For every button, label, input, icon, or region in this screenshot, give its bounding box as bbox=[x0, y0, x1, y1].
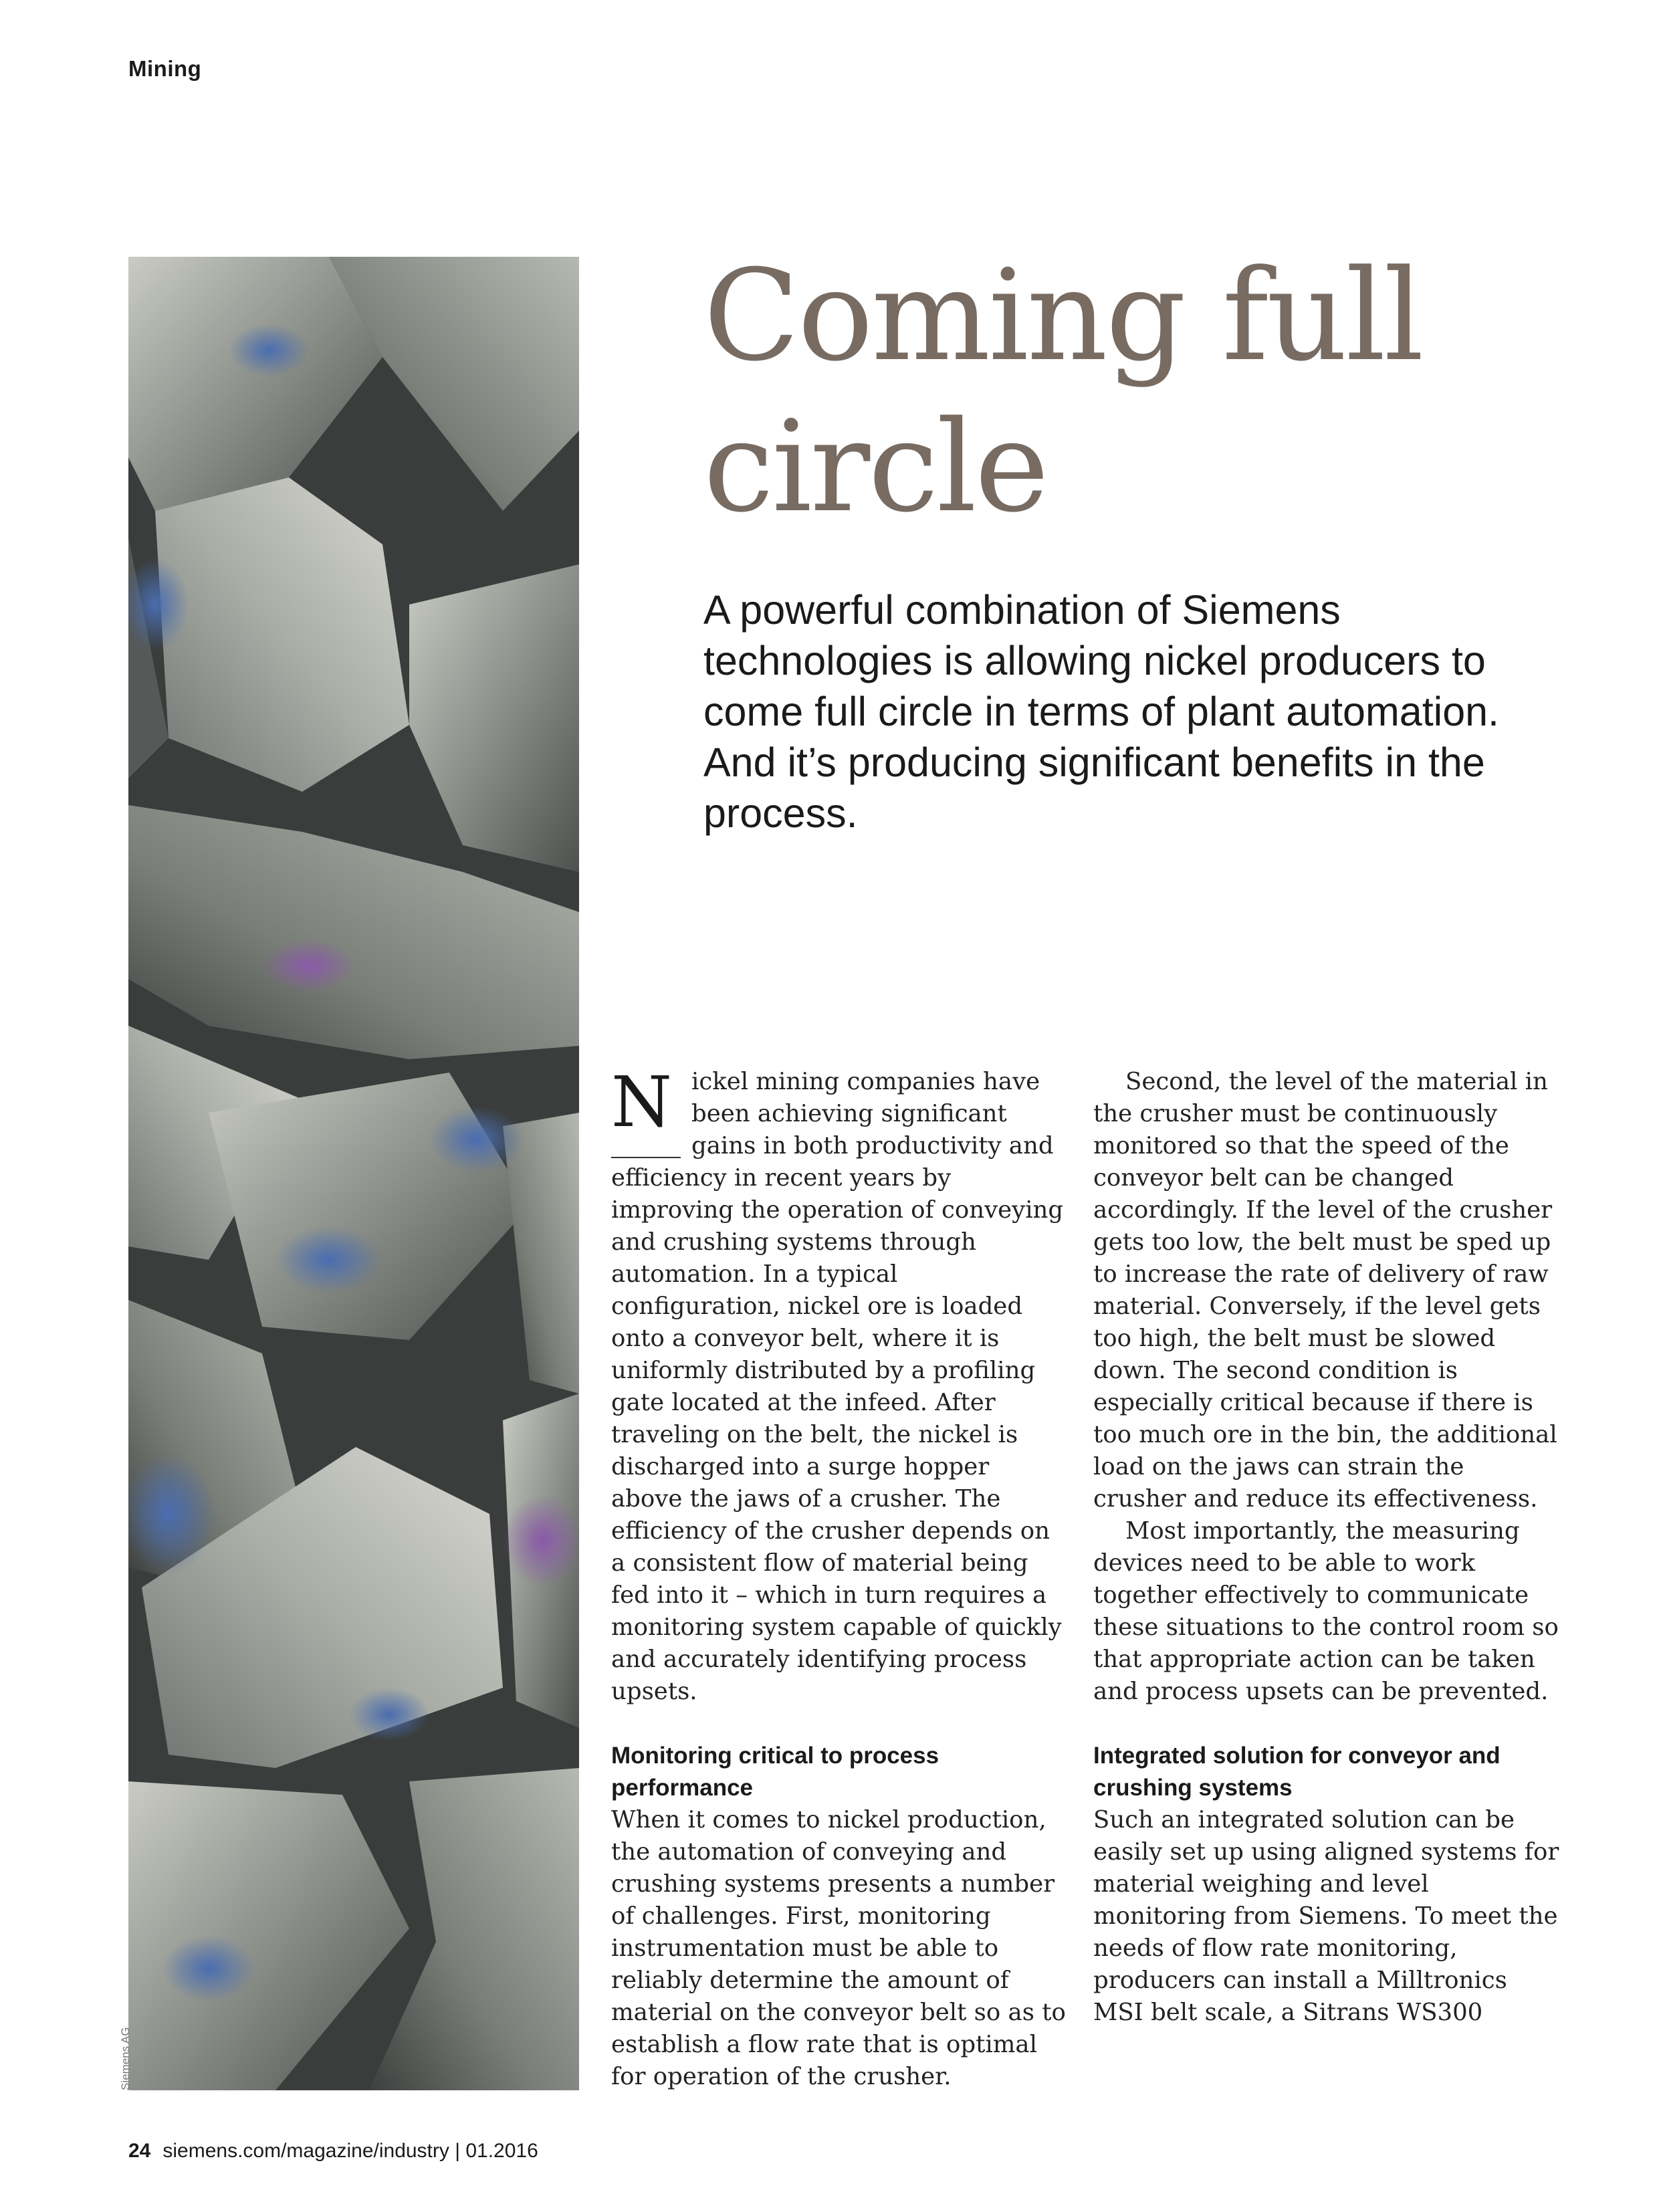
subhead-integrated-solution: Integrated solution for conveyor and crushing systems bbox=[1093, 1743, 1501, 1801]
title-line-1: Coming full bbox=[703, 243, 1422, 389]
drop-cap-rule bbox=[611, 1157, 681, 1158]
nickel-ore-photo bbox=[128, 257, 579, 2090]
drop-cap bbox=[611, 1061, 691, 1143]
paragraph-3: Second, the level of the material in the crusher must be continuously monitored so that the speed of the conveyor belt can be changed accordingly. If the level of the crusher gets too low, the belt must be sped up to increase the rate of delivery of raw material. Conversely, if the level gets too high, the belt must be slowed down. The second condition is especially critical because if there is too much ore in the bin, the additional load on the jaws can strain the crusher and reduce its effectiveness. bbox=[1093, 1068, 1557, 1513]
article-lead: A powerful combination of Siemens technologies is allowing nickel producers to come full circle in terms of plant automation. And it’s producing significant benefits in the process. bbox=[703, 587, 1500, 836]
drop-cap-letter: N bbox=[611, 1061, 672, 1143]
page-footer bbox=[128, 2140, 538, 2163]
photo-credit: Siemens AG bbox=[119, 2027, 132, 2090]
page-number: 24 bbox=[128, 2140, 151, 2162]
title-line-2: circle bbox=[703, 394, 1047, 540]
subhead-monitoring: Monitoring critical to process performance bbox=[611, 1743, 939, 1801]
column-2 bbox=[1093, 1066, 1561, 2029]
article-title bbox=[703, 241, 1539, 543]
paragraph-2: When it comes to nickel production, the automation of conveying and crushing systems presents a number of challenges. First, monitoring instrumentation must be able to reliably determine the amount of material on the conveyor belt so as to establish a flow rate that is optimal for operation of the crusher. bbox=[611, 1806, 1066, 2090]
column-1 bbox=[611, 1061, 1066, 2093]
paragraph-4: Most importantly, the measuring devices need to be able to work together effectively to communicate these situations to the control room so that appropriate action can be taken and process upsets can be prevented. bbox=[1093, 1517, 1559, 1705]
paragraph-1-text: ickel mining companies have been achieving significant gains in both productivity and efficiency in recent years by improving the operation of conveying and crushing systems through automation. In a typical configuration, nickel ore is loaded onto a conveyor belt, where it is uniformly distributed by a profiling gate located at the infeed. After traveling on the belt, the nickel is discharged into a surge hopper above the jaws of a crusher. The efficiency of the crusher depends on a consistent flow of material being fed into it – which in turn requires a monitoring system capable of quickly and accurately identifying process upsets. bbox=[611, 1068, 1064, 1705]
section-label: Mining bbox=[128, 56, 202, 81]
paragraph-1 bbox=[611, 1061, 1066, 1708]
paragraph-5: Such an integrated solution can be easily set up using aligned systems for material weighing and level monitoring from Siemens. To meet the needs of flow rate monitoring, producers can install a Milltronics MSI belt scale, a Sitrans WS300 bbox=[1093, 1806, 1559, 2026]
publication-info: siemens.com/magazine/industry | 01.2016 bbox=[162, 2140, 538, 2162]
